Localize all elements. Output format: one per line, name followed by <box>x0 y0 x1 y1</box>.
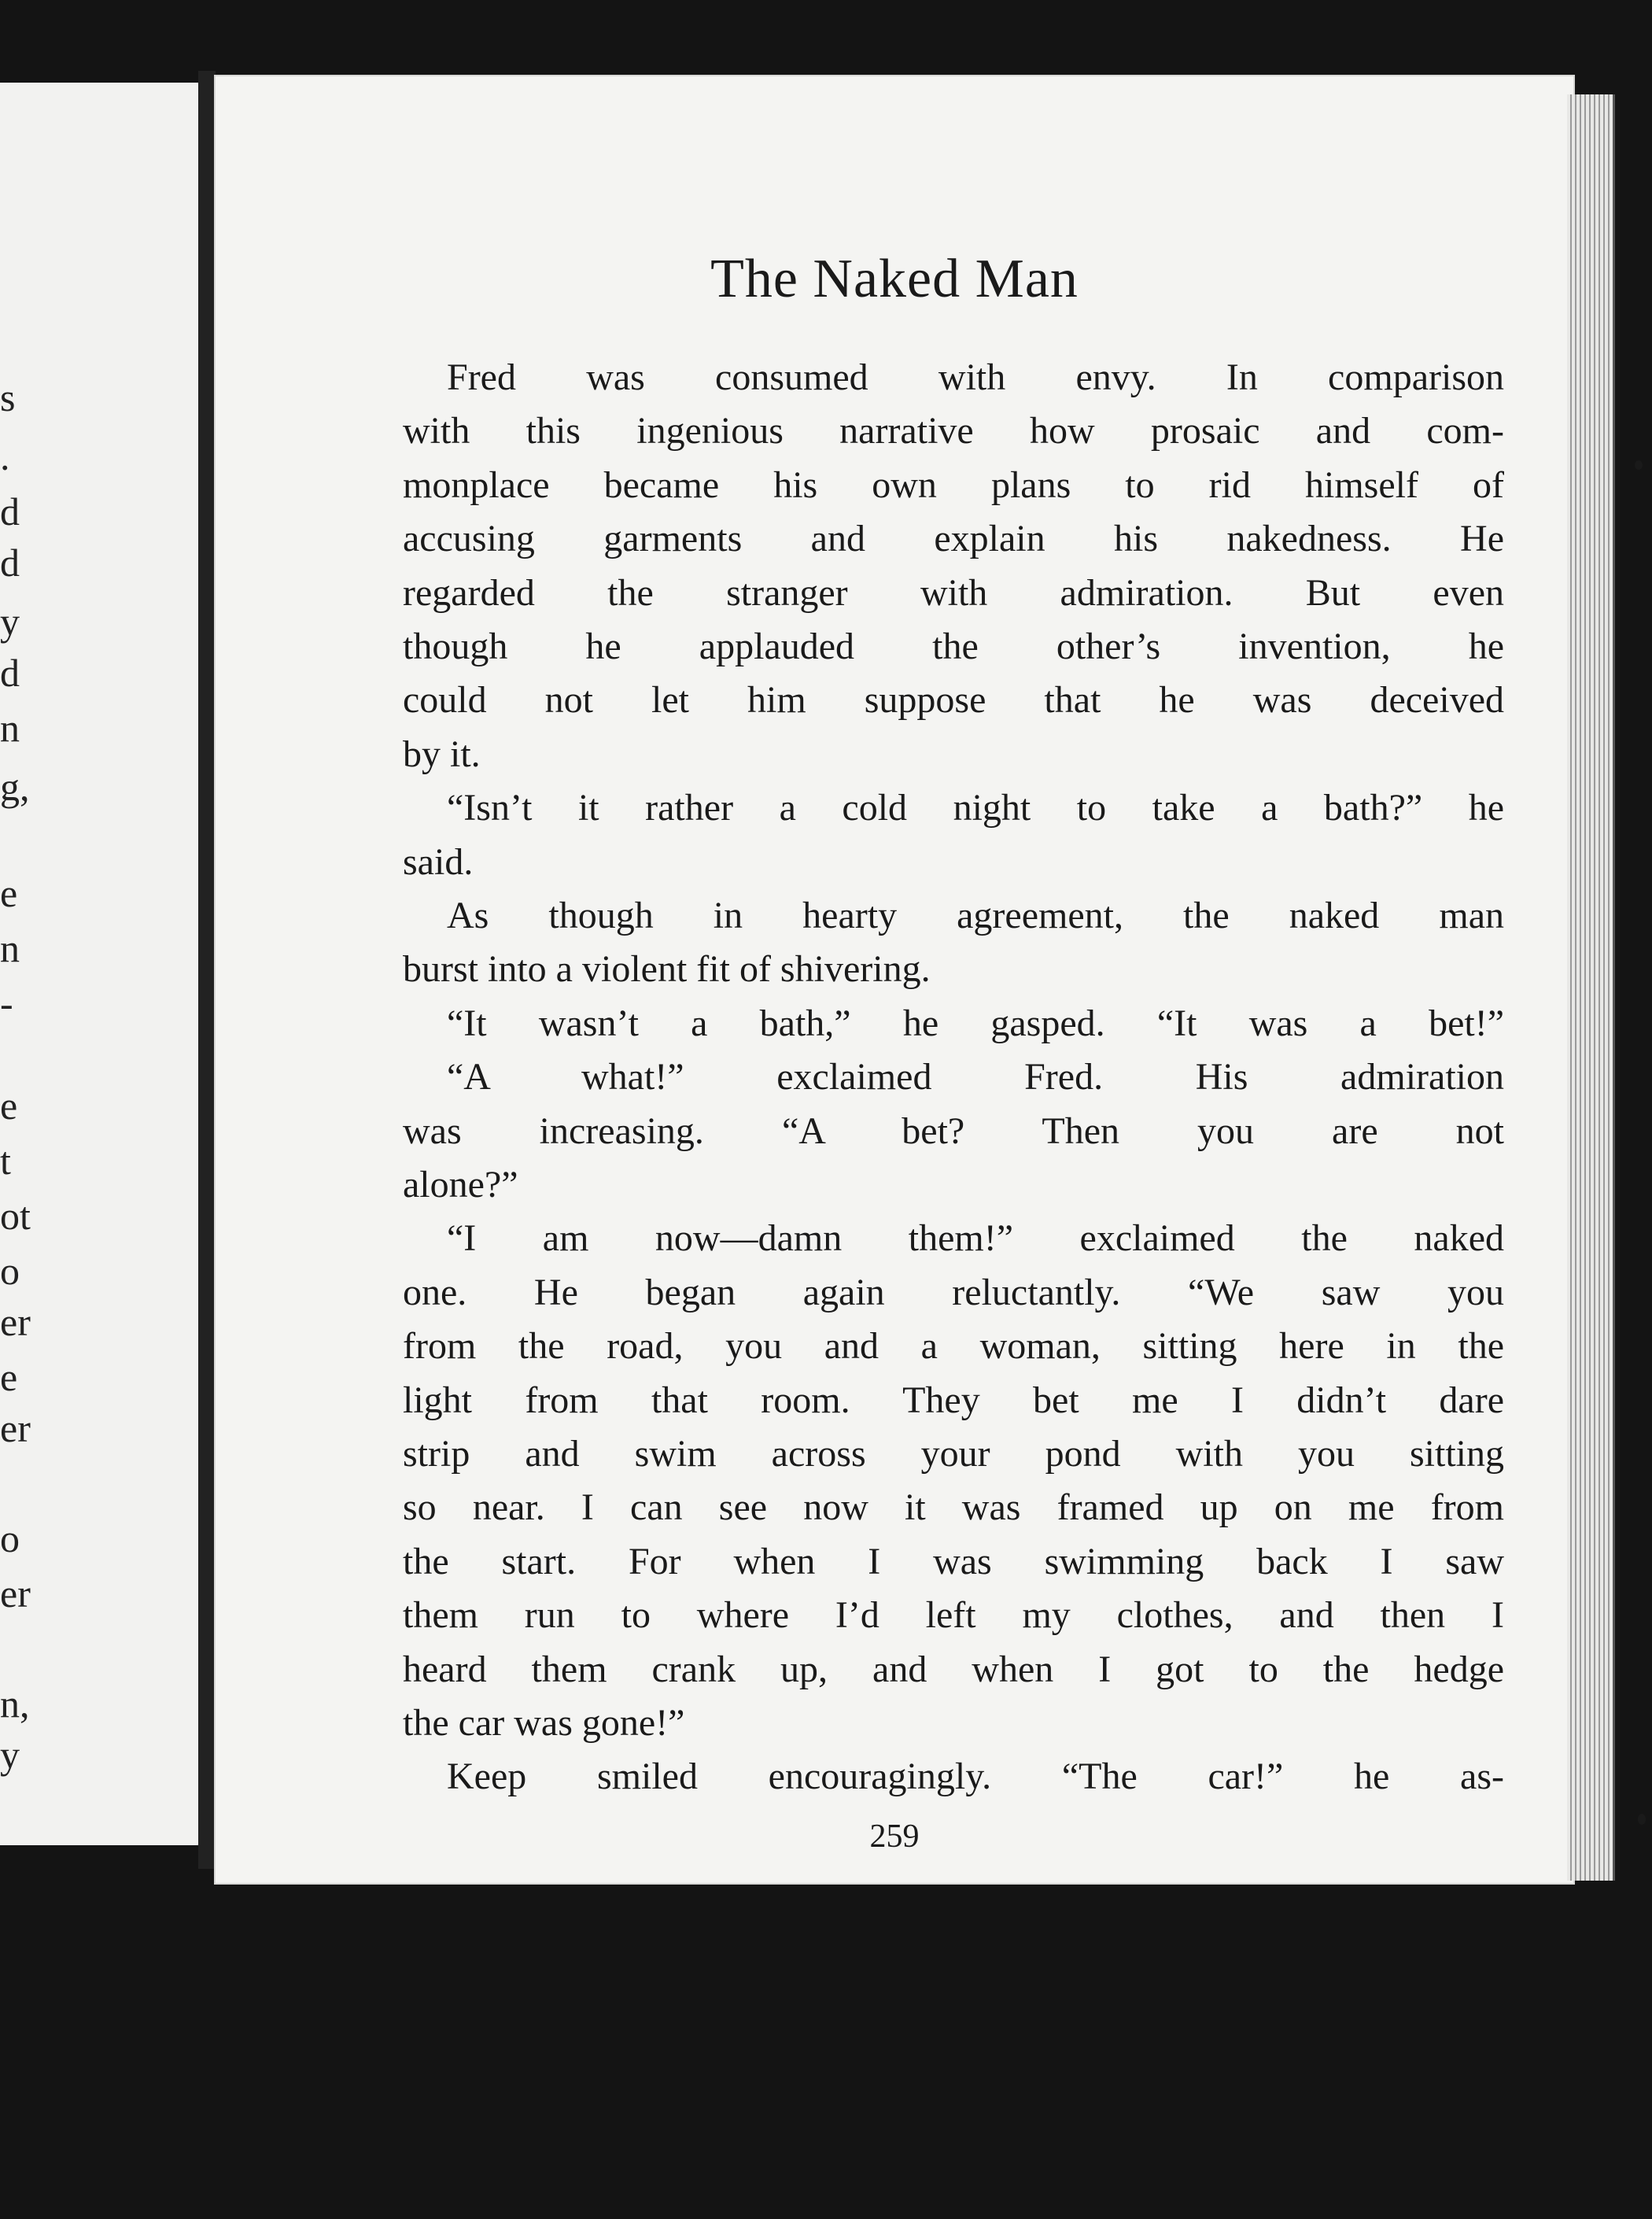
text-line: alone?” <box>403 1164 518 1205</box>
chapter-title: The Naked Man <box>710 249 1079 309</box>
text-line: said. <box>403 840 474 883</box>
text-line: regarded the stranger with admiration. But even <box>403 571 1504 614</box>
facing-page-fragment: g, <box>0 765 30 809</box>
text-line: burst into a violent fit of shivering. <box>403 948 931 991</box>
facing-page-fragment: ot <box>0 1194 31 1238</box>
facing-page-fragment: e <box>0 871 18 915</box>
facing-page-fragment: t <box>0 1139 11 1183</box>
book-gutter <box>198 71 216 1869</box>
facing-page-fragment: er <box>0 1406 31 1450</box>
facing-page-fragment: d <box>0 541 20 585</box>
text-line: one. He began again reluctantly. “We saw you <box>403 1271 1504 1313</box>
text-line: was increasing. “A bet? Then you are not <box>403 1110 1504 1152</box>
facing-page-fragment: er <box>0 1300 31 1344</box>
text-line: so near. I can see now it was framed up on me from <box>403 1486 1504 1529</box>
text-line: monplace became his own plans to rid himself of <box>403 463 1504 506</box>
book-page <box>214 75 1575 1885</box>
text-line: strip and swim across your pond with you sitting <box>403 1433 1504 1475</box>
facing-page-fragment: e <box>0 1084 18 1128</box>
text-line: Keep smiled encouragingly. “The car!” he as- <box>447 1756 1504 1798</box>
facing-page-fragment: n <box>0 706 20 750</box>
text-line: from the road, you and a woman, sitting here in the <box>403 1325 1504 1368</box>
facing-page-fragment: n <box>0 926 20 970</box>
text-line: accusing garments and explain his nakedness. He <box>403 518 1504 560</box>
text-line: “It wasn’t a bath,” he gasped. “It was a bet!” <box>447 1002 1504 1044</box>
facing-page-fragment: . <box>0 434 10 478</box>
text-line: “A what!” exclaimed Fred. His admiration <box>447 1056 1504 1098</box>
text-line: light from that room. They bet me I didn’t dare <box>403 1379 1504 1421</box>
text-line: by it. <box>403 733 481 775</box>
dust-speck <box>1635 460 1643 470</box>
text-line: “Isn’t it rather a cold night to take a bath?” he <box>447 787 1504 829</box>
text-line: though he applauded the other’s invention, he <box>403 626 1504 667</box>
text-line: heard them crank up, and when I got to the hedge <box>403 1648 1504 1690</box>
text-line: could not let him suppose that he was deceived <box>403 679 1504 722</box>
facing-page-fragment: d <box>0 489 20 534</box>
facing-page-fragment: y <box>0 1733 20 1777</box>
facing-page-left <box>0 83 203 1845</box>
facing-page-fragment: o <box>0 1516 20 1560</box>
text-line: with this ingenious narrative how prosaic and com- <box>403 410 1504 452</box>
facing-page-fragment: - <box>0 981 13 1025</box>
text-line: the car was gone!” <box>403 1702 685 1744</box>
page-number: 259 <box>869 1818 920 1855</box>
facing-page-fragment: d <box>0 651 20 695</box>
text-line: “I am now—damn them!” exclaimed the naked <box>447 1217 1504 1260</box>
text-line: the start. For when I was swimming back I saw <box>403 1540 1504 1582</box>
text-line: them run to where I’d left my clothes, and then I <box>403 1594 1504 1637</box>
facing-page-fragment: y <box>0 600 20 644</box>
text-line: As though in hearty agreement, the naked man <box>447 895 1504 936</box>
facing-page-fragment: o <box>0 1249 20 1293</box>
facing-page-fragment: s <box>0 375 16 419</box>
facing-page-fragment: e <box>0 1355 18 1399</box>
dust-speck <box>1638 1814 1646 1825</box>
page-edges <box>1567 94 1615 1881</box>
text-line: Fred was consumed with envy. In comparison <box>447 356 1504 398</box>
facing-page-fragment: n, <box>0 1682 30 1726</box>
facing-page-fragment: er <box>0 1571 31 1615</box>
